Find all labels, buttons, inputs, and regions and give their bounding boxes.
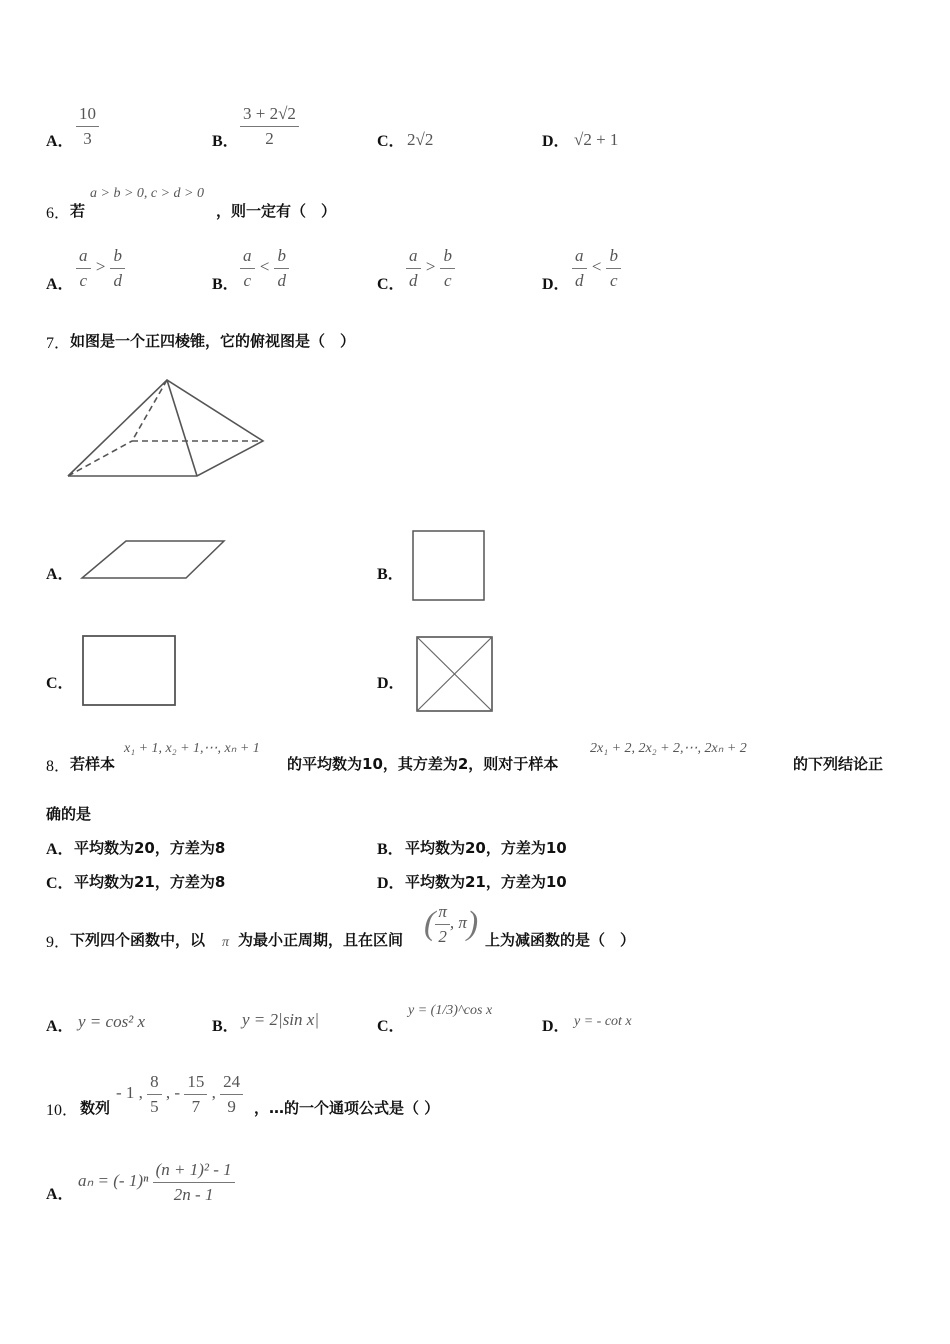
q8-option-d-text: 平均数为21，方差为10 <box>405 873 567 891</box>
q10-option-a-value: aₙ = (- 1)ⁿ $\frac{\text{(n + 1)² - 1}}{2n - 1}$ <box>78 1160 235 1204</box>
q8-option-a-label: A． <box>46 841 74 858</box>
q8-option-c-label: C． <box>46 875 74 892</box>
q6-number: 6． <box>46 205 71 222</box>
q8-sample2: 2x₁ + 2, 2x₂ + 2,⋯, 2xₙ + 2 <box>590 741 747 756</box>
q6-suffix: ，则一定有（ ） <box>216 202 337 220</box>
q5-option-c-value: 2√2 <box>407 130 434 149</box>
q9-pi: π <box>222 935 230 950</box>
q5-option-c-label: C． <box>377 133 405 150</box>
q7-option-a-label: A． <box>46 566 74 583</box>
q10-prefix: 数列 <box>80 1099 111 1117</box>
q5-option-d-value: √2 + 1 <box>574 130 619 149</box>
q10-number: 10． <box>46 1102 79 1119</box>
q9-option-b-value: y = 2|sin x| <box>242 1010 319 1029</box>
q6-option-a-value: $\frac{a}{c}$ > $\frac{b}{d}$ <box>76 246 125 290</box>
q8-option-c-text: 平均数为21，方差为8 <box>74 873 226 891</box>
q9-option-d-value: y = - cot x <box>574 1014 632 1029</box>
q7-option-c-label: C． <box>46 675 74 692</box>
q9-option-b-label: B． <box>212 1018 239 1035</box>
q5-option-b-label: B． <box>212 133 239 150</box>
q6-option-c-value: $\frac{a}{d}$ > $\frac{b}{c}$ <box>406 246 455 290</box>
q8-mid: 的平均数为10，其方差为2，则对于样本 <box>287 755 559 773</box>
q5-option-d-label: D． <box>542 133 570 150</box>
q9-number: 9． <box>46 934 71 951</box>
q5-option-b-value: $\frac{3 + 2√2}{2}$ <box>240 104 299 148</box>
q7-option-d-label: D． <box>377 675 405 692</box>
q6-option-b-value: $\frac{a}{c}$ < $\frac{b}{d}$ <box>240 246 289 290</box>
q9-text-3: 上为减函数的是（ ） <box>485 931 636 949</box>
q8-number: 8． <box>46 758 71 775</box>
q9-interval: ( $\frac{\pi}{2}$ , π) <box>424 902 479 946</box>
q9-option-a-label: A． <box>46 1018 74 1035</box>
q9-text-2: 为最小正周期，且在区间 <box>238 931 404 949</box>
q9-option-d-label: D． <box>542 1018 570 1035</box>
q9-option-c-value: y = (1/3)^cos x <box>408 1003 493 1018</box>
q8-option-b-label: B． <box>377 841 404 858</box>
q6-option-a-label: A． <box>46 276 74 293</box>
q8-option-b-text: 平均数为20，方差为10 <box>405 839 567 857</box>
q6-prefix: 若 <box>70 202 86 220</box>
q9-option-c-label: C． <box>377 1018 405 1035</box>
q5-option-a-label: A． <box>46 133 74 150</box>
q6-option-b-label: B． <box>212 276 239 293</box>
q8-option-d-label: D． <box>377 875 405 892</box>
q6-option-d-value: $\frac{a}{d}$ < $\frac{b}{c}$ <box>572 246 621 290</box>
q9-option-a-value: y = cos² x <box>78 1012 146 1031</box>
q8-option-a-text: 平均数为20，方差为8 <box>74 839 226 857</box>
q10-option-a-label: A． <box>46 1186 74 1203</box>
q7-number: 7． <box>46 335 71 352</box>
q6-option-c-label: C． <box>377 276 405 293</box>
q7-text: 如图是一个正四棱锥，它的俯视图是（ ） <box>70 332 356 350</box>
q8-sample1: x₁ + 1, x₂ + 1,⋯, xₙ + 1 <box>124 741 260 756</box>
q8-suffix: 的下列结论正 <box>793 755 884 773</box>
q6-option-d-label: D． <box>542 276 570 293</box>
q8-line2: 确的是 <box>46 805 92 823</box>
q5-option-a-value: $\frac{10}{3}$ <box>76 104 99 148</box>
q7-option-b-label: B． <box>377 566 404 583</box>
q9-text-1: 下列四个函数中，以 <box>70 931 206 949</box>
q8-prefix: 若样本 <box>70 755 116 773</box>
q10-suffix: ，…的一个通项公式是（ ） <box>254 1099 440 1117</box>
q6-condition: a > b > 0, c > d > 0 <box>90 186 205 201</box>
q10-sequence: - 1 , $\frac{8}{5}$ , - $\frac{15}{7}$ , $\frac{24}{9}$ <box>116 1072 243 1116</box>
